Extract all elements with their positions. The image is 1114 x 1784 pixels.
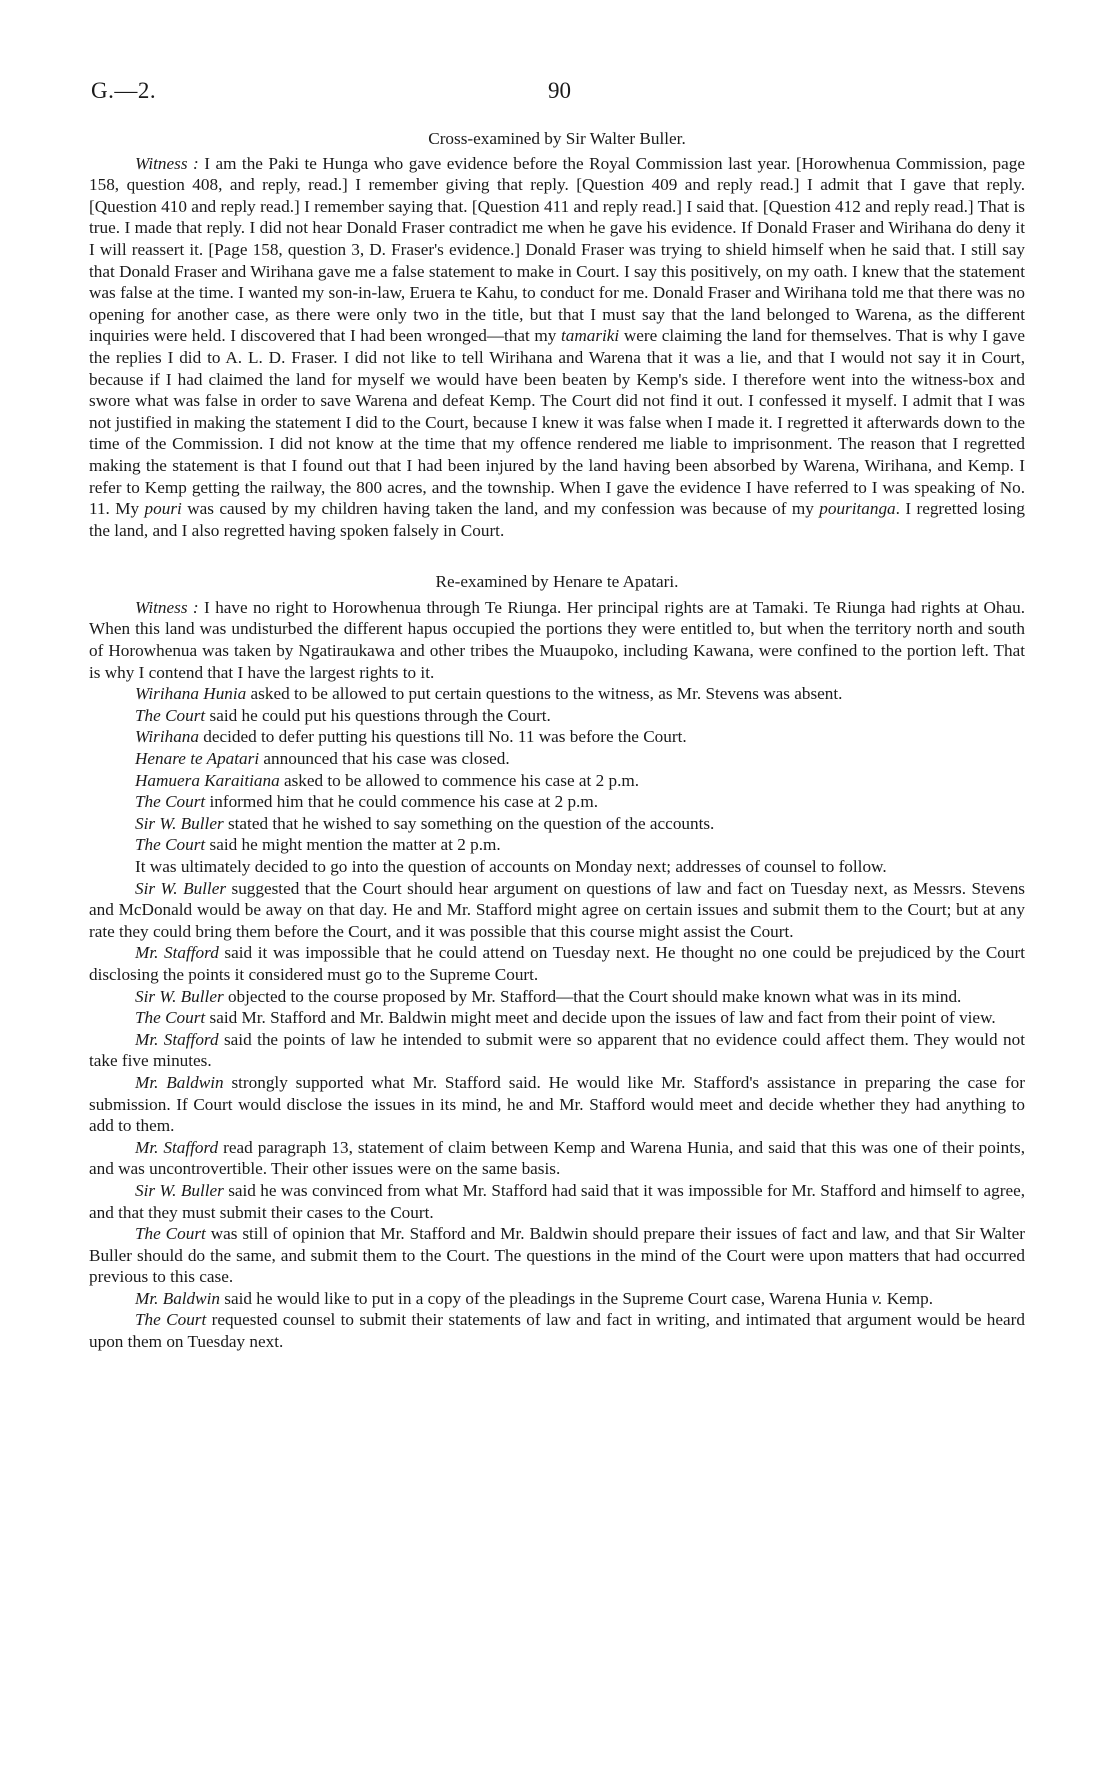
paragraph-text: I am the Paki te Hunga who gave evidence before the Royal Commission last year. [Horowhenua Commission, page 158, question 408, and reply, read.] I remember giving that reply. [Question 409 and reply read.] I admit that I gave that reply. [Question 410 and reply read.] I remember saying that. [Question 411 and reply read.] I said that. [Question 412 and reply read.] That is true. I made that reply. I did not hear Donald Fraser contradict me when he gave his evidence. If Donald Fraser and Wirihana do deny it I will reassert it. [Page 158, question 3, D. Fraser's evidence.] Donald Fraser was trying to shield himself when he said that. I still say that Donald Fraser and Wirihana gave me a false statement to make in Court. I say this positively, on my oath. I knew that the statement was false at the time. I wanted my son-in-law, Eruera te Kahu, to conduct for me. Donald Fraser and Wirihana told me that there was no opening for another case, as there were only two in the title, but that I must say that the land belonged to Warena, as the different inquiries were held. I discovered that I had been wronged—that my: [89, 153, 1025, 346]
paragraph-text: objected to the course proposed by Mr. Stafford—that the Court should make known what was in its mind.: [223, 986, 962, 1006]
italic-term: pouritanga: [819, 499, 896, 519]
paragraph-text: asked to be allowed to put certain questions to the witness, as Mr. Stevens was absent.: [246, 684, 843, 704]
paragraph: [89, 1288, 1025, 1310]
section-heading: Cross-examined by Sir Walter Buller.: [428, 129, 686, 148]
paragraph-text: was still of opinion that Mr. Stafford and Mr. Baldwin should prepare their issues of fact and law, and that Sir Walter Buller should do the same, and submit them to the Court. The questions in the mind of the Court were upon matters that had occurred previous to this case.: [89, 1224, 1025, 1287]
paragraph: [89, 813, 1025, 835]
speaker: Hamuera Karaitiana: [135, 770, 280, 790]
paragraph-text: said it was impossible that he could attend on Tuesday next. He thought no one could be prejudiced by the Court disclosing the points it considered must go to the Supreme Court.: [89, 943, 1025, 984]
paragraph-text: asked to be allowed to commence his case at 2 p.m.: [279, 770, 640, 790]
document-body: [89, 128, 1025, 1353]
speaker: The Court: [135, 835, 206, 855]
paragraph: [89, 878, 1025, 943]
speaker: The Court: [135, 1310, 207, 1330]
paragraph-text: requested counsel to submit their statements of law and fact in writing, and intimated that argument would be heard upon them on Tuesday next.: [89, 1310, 1025, 1352]
paragraph-text: were claiming the land for themselves. That is why I gave the replies I did to A. L. D. Fraser. I did not like to tell Wirihana and Warena that it was a lie, and that I would not say it in Court, because if I had claimed the land for myself we would have been beaten by Kemp's side. I therefore went into the witness-box and swore what was false in order to save Warena and defeat Kemp. The Court did not find it out. I confessed it myself. I admit that I was not justified in making the statement I did to the Court, because I knew it was false when I made it. I regretted it afterwards down to the time of the Commission. I did not know at the time that my offence rendered me liable to imprisonment. The reason that I regretted making the statement is that I found out that I had been injured by the land having been absorbed by Warena, Wirihana, and Kemp. I refer to Kemp getting the railway, the 800 acres, and the township. When I gave the evidence I have referred to I was speaking of No. 11. My: [89, 326, 1026, 519]
page-number: 90: [548, 78, 571, 103]
speaker: Witness :: [135, 153, 199, 173]
italic-term: v.: [871, 1288, 883, 1308]
paragraph: [89, 1180, 1025, 1223]
paragraph-text: informed him that he could commence his case at 2 p.m.: [205, 792, 599, 812]
paragraph: [89, 1309, 1025, 1352]
speaker: Wirihana: [135, 727, 199, 747]
paragraph: [89, 791, 1025, 813]
paragraph-text: It was ultimately decided to go into the question of accounts on Monday next; addresses of counsel to follow.: [135, 857, 887, 876]
paragraph: [89, 942, 1025, 985]
speaker: Mr. Baldwin: [135, 1072, 224, 1092]
speaker: The Court: [135, 705, 206, 725]
section-code: G.—2.: [91, 78, 157, 103]
speaker: Mr. Stafford: [135, 1029, 219, 1049]
paragraph: [89, 153, 1025, 542]
paragraph-text: said he would like to put in a copy of the pleadings in the Supreme Court case, Warena Hunia: [220, 1288, 872, 1308]
paragraph: [89, 705, 1025, 727]
paragraph-text: I have no right to Horowhenua through Te Riunga. Her principal rights are at Tamaki. Te Riunga had rights at Ohau. When this land was undisturbed the different hapus occupied the portions they were entitled to, but when the territory north and south of Horowhenua was taken by Ngatiraukawa and other tribes the Muaupoko, including Kawana, were confined to the portion left. That is why I contend that I have the largest rights to it.: [89, 597, 1025, 682]
paragraph-text: announced that his case was closed.: [259, 749, 510, 769]
paragraph-text: decided to defer putting his questions till No. 11 was before the Court.: [198, 727, 687, 747]
paragraph-text: strongly supported what Mr. Stafford said. He would like Mr. Stafford's assistance in preparing the case for submission. If Court would disclose the issues in its mind, he and Mr. Stafford would meet and decide whether they had anything to add to them.: [89, 1072, 1025, 1136]
speaker: Sir W. Buller: [135, 878, 227, 898]
speaker: The Court: [135, 1008, 206, 1028]
paragraph: [89, 1072, 1025, 1137]
italic-term: tamariki: [560, 326, 620, 346]
paragraph: [89, 1223, 1025, 1288]
paragraph: [89, 834, 1025, 856]
speaker: Sir W. Buller: [135, 813, 224, 833]
paragraph: [89, 1007, 1025, 1029]
section-heading: Re-examined by Henare te Apatari.: [435, 572, 679, 592]
speaker: Sir W. Buller: [135, 1180, 224, 1200]
paragraph: [89, 726, 1025, 748]
paragraph-text: said he could put his questions through the Court.: [205, 705, 551, 725]
speaker: Mr. Stafford: [135, 1137, 219, 1157]
italic-term: pouri: [144, 499, 182, 519]
speaker: The Court: [135, 792, 206, 812]
paragraph-text: Kemp.: [882, 1288, 934, 1308]
paragraph-text: read paragraph 13, statement of claim between Kemp and Warena Hunia, and said that this was one of their points, and was uncontrovertible. Their other issues were on the same basis.: [89, 1137, 1025, 1179]
paragraph: [89, 1029, 1025, 1072]
paragraph-text: said the points of law he intended to submit were so apparent that no evidence could affect them. They would not take five minutes.: [89, 1029, 1025, 1071]
paragraph-text: said he might mention the matter at 2 p.m.: [205, 835, 501, 855]
paragraph-text: stated that he wished to say something on the question of the accounts.: [223, 813, 715, 833]
paragraph: [89, 1137, 1025, 1180]
speaker: Sir W. Buller: [135, 986, 224, 1006]
paragraph-text: suggested that the Court should hear argument on questions of law and fact on Tuesday next, as Messrs. Stevens and McDonald would be away on that day. He and Mr. Stafford might agree on certain issues and submit them to the Court; but at any rate they could bring them before the Court, and it was possible that this course might assist the Court.: [89, 878, 1025, 941]
paragraph: [89, 770, 1025, 792]
speaker: Mr. Baldwin: [135, 1288, 220, 1308]
speaker: Witness :: [135, 597, 199, 617]
paragraph: [89, 597, 1025, 683]
paragraph-text: said Mr. Stafford and Mr. Baldwin might meet and decide upon the issues of law and fact from their point of view.: [205, 1008, 996, 1028]
speaker: The Court: [135, 1224, 206, 1244]
paragraph: [89, 748, 1025, 770]
speaker: Wirihana Hunia: [135, 684, 247, 704]
paragraph-text: was caused by my children having taken the land, and my confession was because of my: [181, 499, 820, 519]
paragraph-text: said he was convinced from what Mr. Stafford had said that it was impossible for Mr. Stafford and himself to agree, and that they must submit their cases to the Court.: [89, 1180, 1025, 1222]
paragraph: [89, 856, 1025, 878]
paragraph-text: . I regretted losing the land, and I also regretted having spoken falsely in Court.: [89, 499, 1025, 540]
speaker: Henare te Apatari: [135, 749, 260, 769]
paragraph: [89, 683, 1025, 705]
paragraph: [89, 986, 1025, 1008]
speaker: Mr. Stafford: [135, 943, 219, 963]
